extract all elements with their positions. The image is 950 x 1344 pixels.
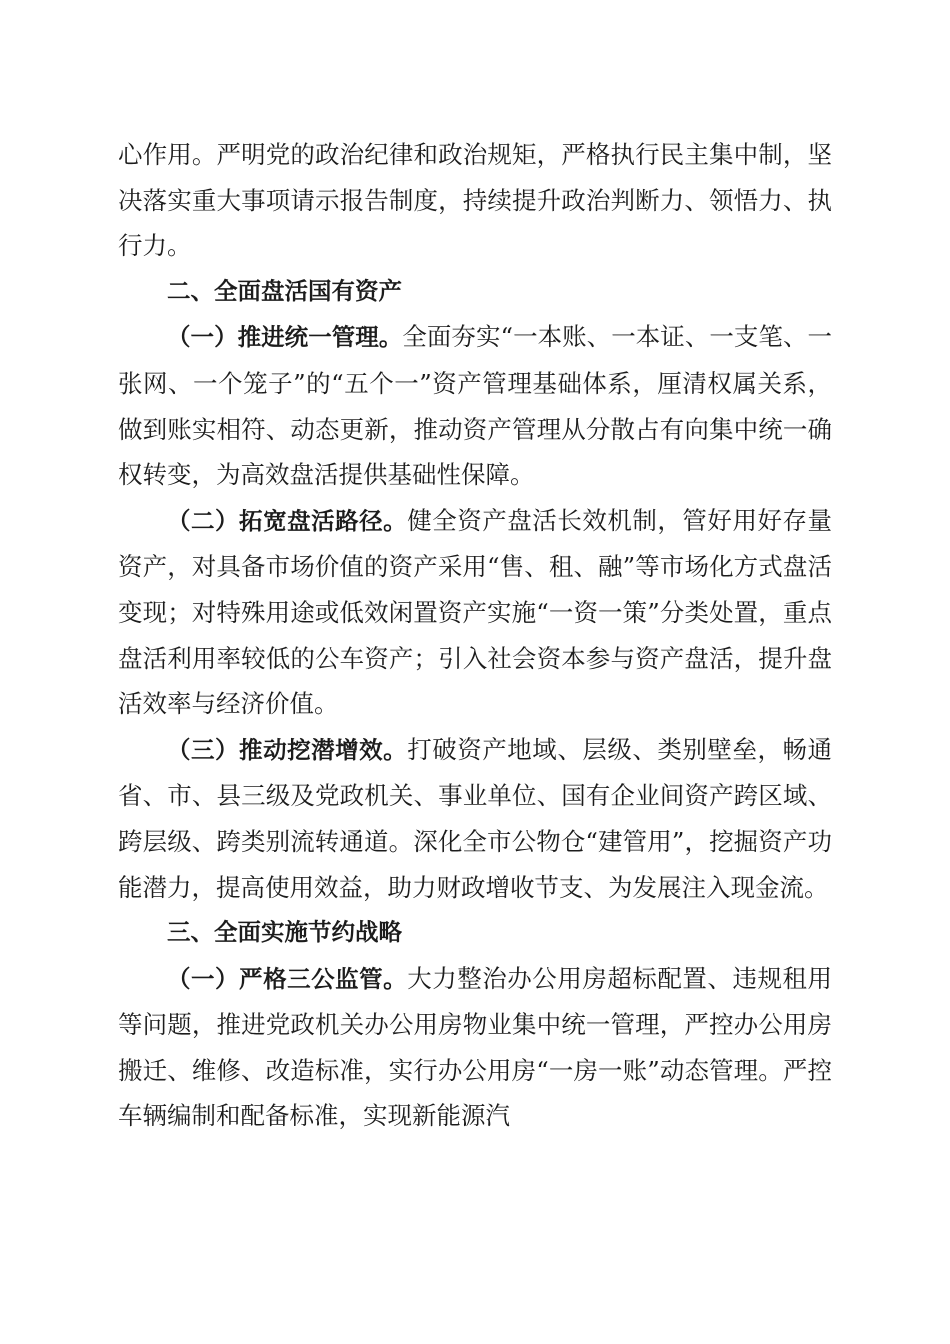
paragraph-lead: （一）推进统一管理。 — [167, 323, 403, 352]
paragraph-3-1 — [118, 956, 832, 1139]
continuation-paragraph: 心作用。严明党的政治纪律和政治规矩，严格执行民主集中制，坚决落实重大事项请示报告制度，持续提升政治判断力、领悟力、执行力。 — [118, 140, 832, 261]
section-heading-2: 二、全面盘活国有资产 — [167, 276, 402, 305]
section-heading-3: 三、全面实施节约战略 — [167, 918, 402, 947]
paragraph-lead: （三）推动挖潜增效。 — [167, 735, 408, 764]
paragraph-text: 健全资产盘活长效机制，管好用好存量资产，对具备市场价值的资产采用“售、租、融”等市场化方式盘活变现；对特殊用途或低效闲置资产实施“一资一策”分类处置，重点盘活利用率较低的公车资产；引入社会资本参与资产盘活，提升盘活效率与经济价值。 — [118, 505, 833, 719]
paragraph-lead: （一）严格三公监管。 — [167, 964, 408, 993]
paragraph-2-1 — [118, 314, 832, 497]
paragraph-lead: （二）拓宽盘活路径。 — [167, 506, 408, 535]
paragraph-text: 全面夯实“一本账、一本证、一支笔、一张网、一个笼子”的“五个一”资产管理基础体系，厘清权属关系，做到账实相符、动态更新，推动资产管理从分散占有向集中统一确权转变，为高效盘活提供基础性保障。 — [118, 322, 832, 490]
paragraph-2-2 — [118, 498, 832, 727]
paragraph-text: 打破资产地域、层级、类别壁垒，畅通省、市、县三级及党政机关、事业单位、国有企业间资产跨区域、跨层级、跨类别流转通道。深化全市公物仓“建管用”，挖掘资产功能潜力，提高使用效益，助力财政增收节支、为发展注入现金流。 — [118, 734, 833, 902]
paragraph-text: 大力整治办公用房超标配置、违规租用等问题，推进党政机关办公用房物业集中统一管理，严控办公用房搬迁、维修、改造标准，实行办公用房“一房一账”动态管理。严控车辆编制和配备标准，实现新能源汽 — [118, 963, 833, 1131]
paragraph-2-3 — [118, 727, 832, 910]
document-page — [118, 132, 832, 1139]
